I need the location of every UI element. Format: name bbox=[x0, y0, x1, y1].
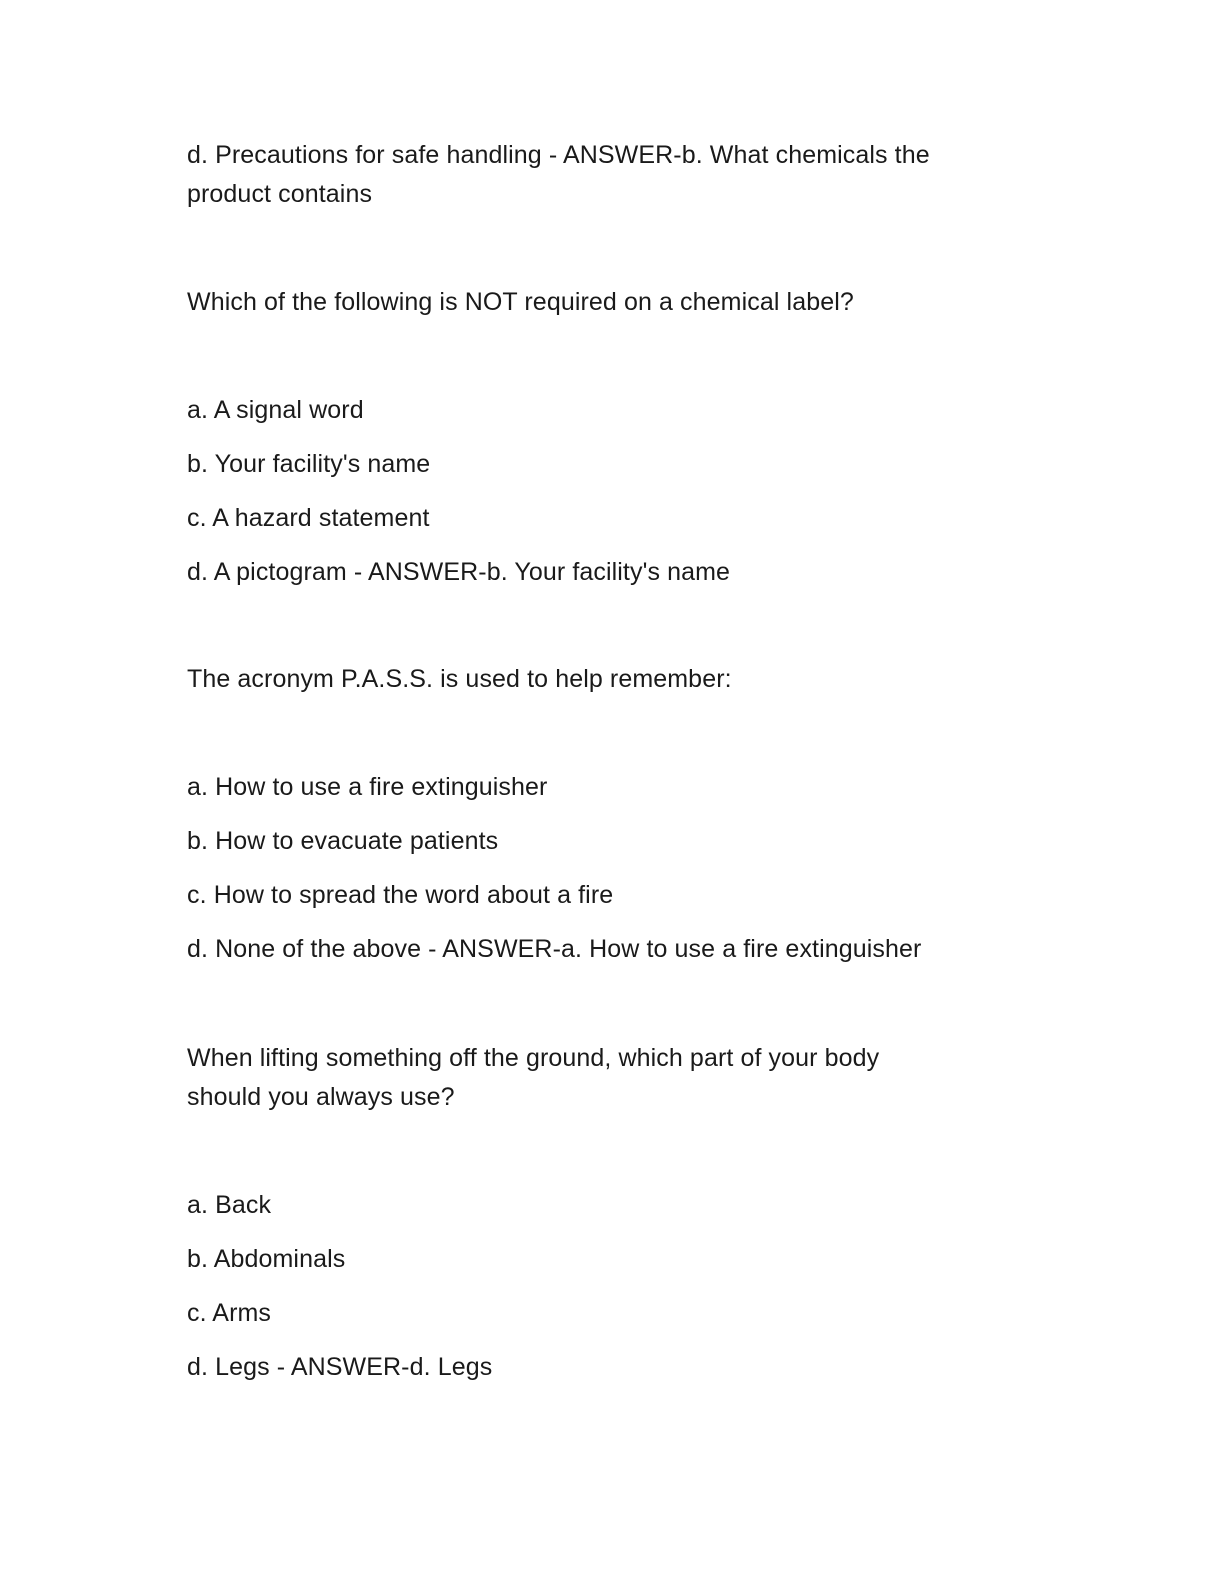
question-3-option-d: d. Legs - ANSWER-d. Legs bbox=[187, 1353, 493, 1381]
question-2-option-d: d. None of the above - ANSWER-a. How to use a fire extinguisher bbox=[187, 935, 922, 963]
question-2-option-b: b. How to evacuate patients bbox=[187, 827, 499, 855]
question-1-option-b: b. Your facility's name bbox=[187, 450, 431, 478]
question-2-option-a: a. How to use a fire extinguisher bbox=[187, 773, 548, 801]
prev-answer-line-1: d. Precautions for safe handling - ANSWER-b. What chemicals the bbox=[187, 141, 930, 169]
question-3-option-a: a. Back bbox=[187, 1191, 272, 1219]
question-3-prompt-line-2: should you always use? bbox=[187, 1083, 455, 1111]
question-1-option-c: c. A hazard statement bbox=[187, 504, 430, 532]
question-3-option-c: c. Arms bbox=[187, 1299, 272, 1327]
question-2-prompt: The acronym P.A.S.S. is used to help remember: bbox=[187, 665, 732, 693]
question-3-option-b: b. Abdominals bbox=[187, 1245, 346, 1273]
question-3-prompt-line-1: When lifting something off the ground, which part of your body bbox=[187, 1044, 880, 1072]
prev-answer-line-2: product contains bbox=[187, 180, 373, 208]
question-2-option-c: c. How to spread the word about a fire bbox=[187, 881, 614, 909]
question-1-option-d: d. A pictogram - ANSWER-b. Your facility's name bbox=[187, 558, 731, 586]
question-1-prompt: Which of the following is NOT required on a chemical label? bbox=[187, 288, 854, 316]
question-1-option-a: a. A signal word bbox=[187, 396, 364, 424]
